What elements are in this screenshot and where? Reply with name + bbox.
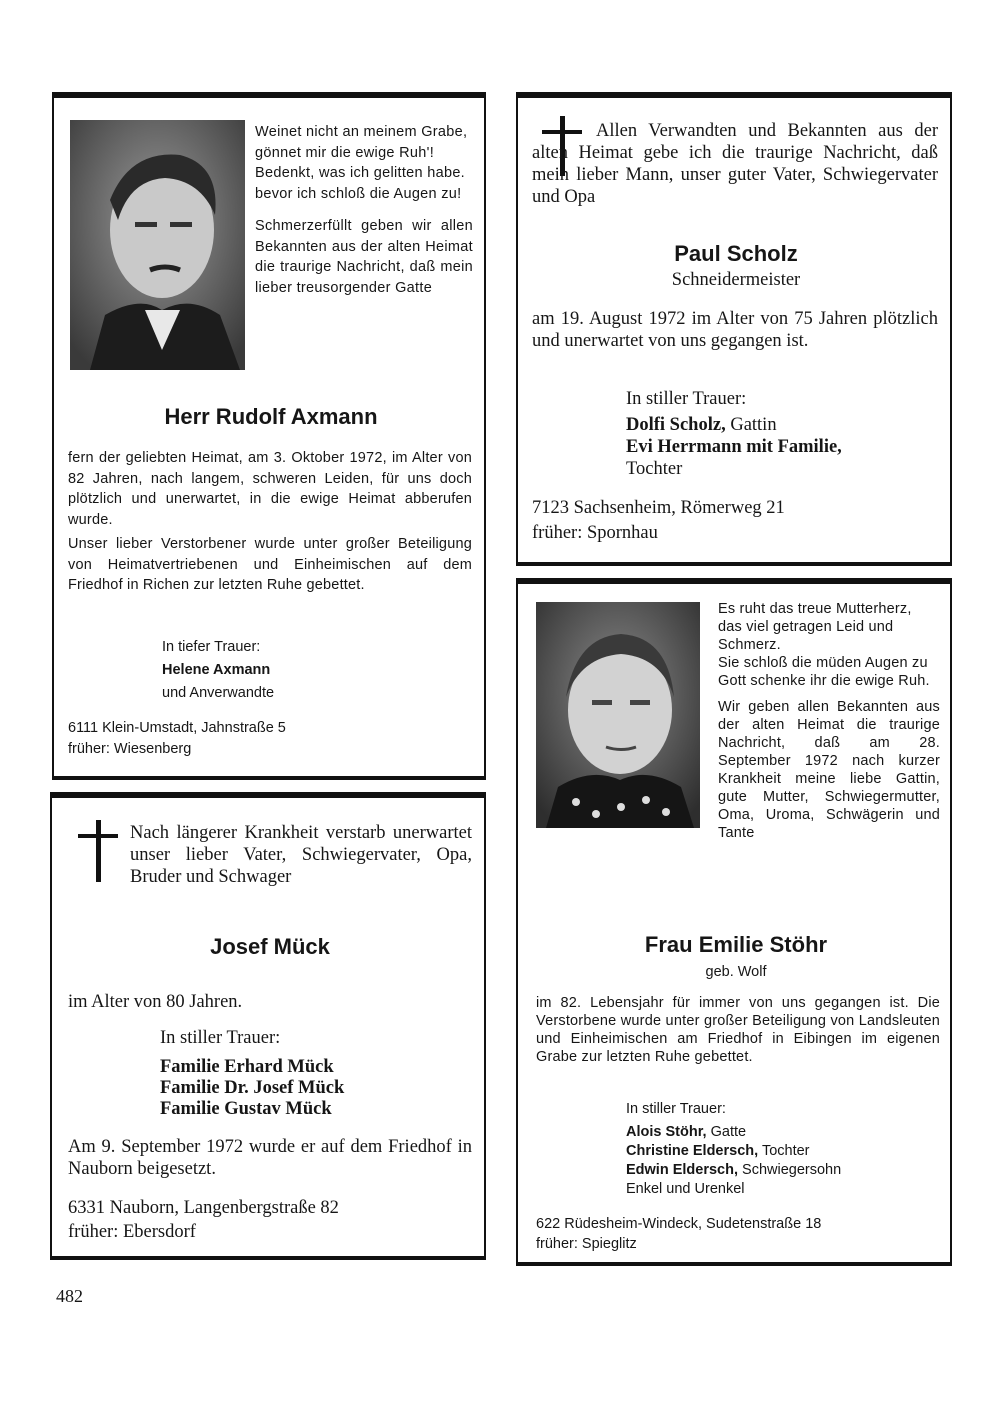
poem-line: Es ruht das treue Mutterherz, xyxy=(718,601,912,617)
poem-line: Weinet nicht an meinem Grabe, xyxy=(255,124,468,140)
mourner-rest: Enkel und Urenkel xyxy=(626,1181,745,1197)
poem-line: Bedenkt, was ich gelitten habe. xyxy=(255,165,466,181)
mourner-name: Dolfi Scholz, xyxy=(626,415,726,435)
mourning-label: In tiefer Trauer: xyxy=(162,639,261,655)
obituary-mueck xyxy=(50,792,486,1260)
announcement-body: im 82. Lebensjahr für immer von uns gegangen ist. Die Verstorbene wurde unter großer Beteiligung von Landsleuten und Einheimischen am Friedhof in Eibingen im eigenen Grabe zur letzten Ruhe gebettet. xyxy=(536,995,940,1065)
maiden-name: geb. Wolf xyxy=(705,964,767,980)
poem-line: Sie schloß die müden Augen zu xyxy=(718,655,928,671)
mourner-role: Tochter xyxy=(761,1143,810,1159)
announcement-intro: Allen Verwandten und Bekannten aus der alten Heimat gebe ich die traurige Nachricht, daß mein lieber Mann, unser guter Vater, Schwiegervater und Opa xyxy=(532,121,938,207)
deceased-age: im Alter von 80 Jahren. xyxy=(68,992,243,1012)
deceased-name: Josef Mück xyxy=(210,934,330,959)
obituary-axmann xyxy=(52,92,486,780)
page-number: 482 xyxy=(56,1286,83,1306)
mourner-name: Edwin Eldersch, xyxy=(626,1162,738,1178)
mourning-label: In stiller Trauer: xyxy=(626,1101,726,1117)
portrait-photo-man xyxy=(70,120,245,370)
mourner-family: Familie Erhard Mück xyxy=(160,1057,334,1077)
mourner-name: Evi Herrmann mit Familie, xyxy=(626,437,842,457)
obituary-stoehr xyxy=(516,578,952,1266)
former-home: früher: Spieglitz xyxy=(536,1236,637,1252)
announcement-intro: Nach längerer Krankheit verstarb unerwartet unser lieber Vater, Schwiegervater, Opa, Bruder und Schwager xyxy=(130,823,472,887)
poem-line: gönnet mir die ewige Ruh'! xyxy=(255,144,435,161)
announcement-intro: Wir geben allen Bekannten aus der alten Heimat die traurige Nachricht, daß am 28. September 1972 nach kurzer Krankheit meine liebe Gattin, gute Mutter, Schwiegermutter, Oma, Uroma, Schwägerin und Tante xyxy=(718,699,940,841)
poem-line: bevor ich schloß die Augen zu! xyxy=(255,185,462,202)
mourner-family: Familie Gustav Mück xyxy=(160,1099,332,1119)
mourning-label: In stiller Trauer: xyxy=(160,1028,281,1048)
announcement-body: fern der geliebten Heimat, am 3. Oktober 1972, im Alter von 82 Jahren, nach langem, schweren Leiden, für uns doch plötzlich und unerwartet, in die ewige Heimat abberufen wurde. xyxy=(68,450,472,528)
announcement-body: am 19. August 1972 im Alter von 75 Jahren plötzlich und unerwartet von uns gegangen ist. xyxy=(532,309,938,351)
deceased-name: Herr Rudolf Axmann xyxy=(164,404,378,429)
address: 622 Rüdesheim-Windeck, Sudetenstraße 18 xyxy=(536,1216,822,1232)
poem-line: Gott schenke ihr die ewige Ruh. xyxy=(718,673,930,689)
announcement-intro: Schmerzerfüllt geben wir allen Bekannten aus der alten Heimat die traurige Nachricht, daß mein lieber treusorgender Gatte xyxy=(255,218,473,296)
burial-text: Unser lieber Verstorbener wurde unter großer Beteiligung von Heimatvertriebenen und Einheimischen auf dem Friedhof in Richen zur letzten Ruhe gebettet. xyxy=(68,536,472,593)
mourner-role: Schwiegersohn xyxy=(742,1162,842,1178)
cross-icon xyxy=(78,820,118,882)
mourner-name: Alois Stöhr, xyxy=(626,1124,707,1140)
mourning-label: In stiller Trauer: xyxy=(626,389,747,409)
mourner-role: Gattin xyxy=(730,415,777,435)
mourner-rest: und Anverwandte xyxy=(162,685,275,701)
former-home: früher: Spornhau xyxy=(532,523,658,543)
poem-line: das viel getragen Leid und Schmerz. xyxy=(718,619,894,653)
burial-text: Am 9. September 1972 wurde er auf dem Friedhof in Nauborn beigesetzt. xyxy=(68,1137,472,1179)
portrait-photo-woman xyxy=(536,602,700,828)
mourner-role: Gatte xyxy=(710,1124,747,1140)
mourner-role: Tochter xyxy=(626,459,683,479)
deceased-name: Paul Scholz xyxy=(674,241,798,266)
former-home: früher: Wiesenberg xyxy=(68,741,192,757)
obituary-scholz xyxy=(516,92,952,566)
mourner-name: Helene Axmann xyxy=(162,662,271,678)
deceased-title: Schneidermeister xyxy=(671,270,801,290)
mourner-name: Christine Eldersch, xyxy=(626,1143,759,1159)
mourner-family: Familie Dr. Josef Mück xyxy=(160,1078,345,1098)
former-home: früher: Ebersdorf xyxy=(68,1222,196,1242)
address: 7123 Sachsenheim, Römerweg 21 xyxy=(532,498,785,518)
address: 6331 Nauborn, Langenbergstraße 82 xyxy=(68,1198,339,1218)
deceased-name: Frau Emilie Stöhr xyxy=(644,932,828,957)
address: 6111 Klein-Umstadt, Jahnstraße 5 xyxy=(68,720,286,736)
